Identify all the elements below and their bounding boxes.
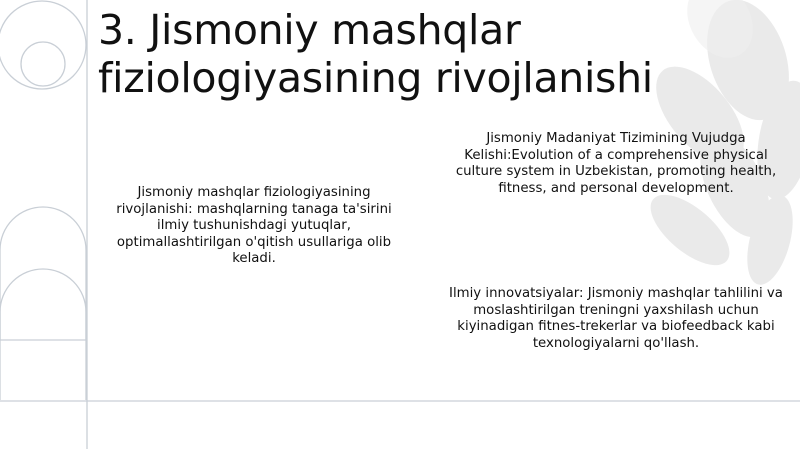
outline-circle-large xyxy=(0,1,86,89)
right-top-text-block: Jismoniy Madaniyat Tizimining Vujudga Kelishi:Evolution of a comprehensive physical culture system in Uzbekistan, promoting health, fitness, and personal development. xyxy=(455,131,777,196)
slide-title: 3. Jismoniy mashqlar fiziologiyasining rivojlanishi xyxy=(98,6,653,102)
outline-arch-upper xyxy=(0,207,86,340)
right-bottom-text-block: Ilmiy innovatsiyalar: Jismoniy mashqlar tahlilini va moslashtirilgan treningni yaxshilash uchun kiyinadigan fitnes-trekerlar va biofeedback kabi texnologiyalarni qo'llash. xyxy=(449,286,783,351)
outline-arch-lower xyxy=(0,269,86,400)
left-text-block: Jismoniy mashqlar fiziologiyasining rivojlanishi: mashqlarning tanaga ta'sirini ilmiy tushunishdagi yutuqlar, optimallashtirilgan o'qitish usullariga olib keladi. xyxy=(116,185,392,266)
outline-circle-small xyxy=(21,42,65,86)
